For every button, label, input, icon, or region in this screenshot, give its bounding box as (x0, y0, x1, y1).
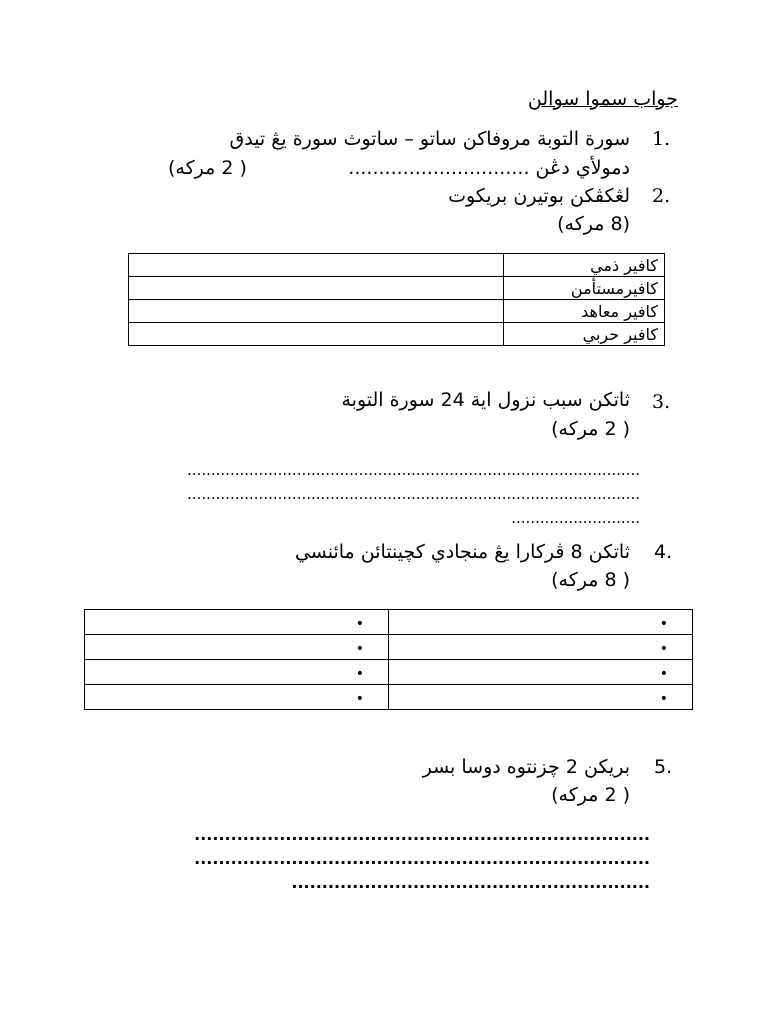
bullet: • (659, 665, 668, 682)
answer-cell[interactable] (85, 610, 389, 635)
table-row (129, 254, 665, 277)
question-4-line-1: ثاتكن 8 ڤركارا يڠ منجادي كچينتائن مائنسي (294, 541, 630, 563)
table-row (129, 300, 665, 323)
answer-cell[interactable] (85, 660, 389, 685)
kafir-label: كافيرمستأمن (504, 277, 665, 300)
question-1-line-2: دمولأي دڠن .............................. (348, 157, 630, 179)
bullet: • (355, 690, 364, 707)
bullet: • (355, 665, 364, 682)
table-row (85, 660, 693, 685)
bullet: • (355, 615, 364, 632)
bullet-table (84, 609, 693, 710)
kafir-table (128, 253, 665, 346)
question-2-number: 2. (652, 185, 671, 207)
answer-cell[interactable] (129, 254, 504, 277)
question-5-marks: ( 2 مركه) (551, 784, 630, 806)
question-4-marks: ( 8 مركه) (551, 569, 630, 591)
question-3-number: 3. (652, 391, 671, 413)
question-1-line-1: سورة التوبة مروفاكن ساتو – ساتوث سورة يڠ تيدق (229, 128, 630, 150)
page-title: جواب سموا سوالن (527, 88, 678, 110)
question-5-line-1: بريكن 2 چزنتوه دوسا بسر (422, 756, 630, 778)
answer-cell[interactable] (129, 323, 504, 346)
answer-line-q3-2[interactable]: ............................................................................................... (187, 485, 640, 503)
answer-cell[interactable] (389, 685, 693, 710)
answer-line-q5-2[interactable]: ........................................................................... (194, 849, 650, 868)
answer-cell[interactable] (389, 635, 693, 660)
answer-line-q5-1[interactable]: ........................................................................... (194, 825, 650, 844)
bullet: • (659, 615, 668, 632)
answer-line-q3-3[interactable]: ........................... (511, 509, 640, 527)
bullet: • (659, 690, 668, 707)
answer-cell[interactable] (85, 635, 389, 660)
kafir-label: كافير حربي (504, 323, 665, 346)
answer-line-q5-3[interactable]: ........................................................... (291, 873, 650, 892)
table-row (129, 323, 665, 346)
table-row (85, 610, 693, 635)
answer-line-q3-1[interactable]: ............................................................................................... (187, 461, 640, 479)
question-2-line-1: لڠكڤكن بوتيرن بريكوت (448, 185, 630, 207)
answer-cell[interactable] (129, 300, 504, 323)
question-3-marks: ( 2 مركه) (551, 418, 630, 440)
table-row (85, 635, 693, 660)
question-5-number: 5. (654, 756, 673, 778)
question-1-marks: ( 2 مركه) (168, 157, 247, 179)
kafir-label: كافير ذمي (504, 254, 665, 277)
bullet: • (659, 640, 668, 657)
kafir-label: كافير معاهد (504, 300, 665, 323)
answer-cell[interactable] (389, 610, 693, 635)
question-2-marks: (8 مركه) (557, 213, 630, 235)
bullet: • (355, 640, 364, 657)
answer-cell[interactable] (129, 277, 504, 300)
question-3-line-1: ثاتكن سبب نزول اية 24 سورة التوبة (341, 389, 630, 411)
question-4-number: 4. (654, 541, 673, 563)
answer-cell[interactable] (85, 685, 389, 710)
answer-cell[interactable] (389, 660, 693, 685)
table-row (85, 685, 693, 710)
question-1-number: 1. (652, 128, 671, 150)
table-row (129, 277, 665, 300)
